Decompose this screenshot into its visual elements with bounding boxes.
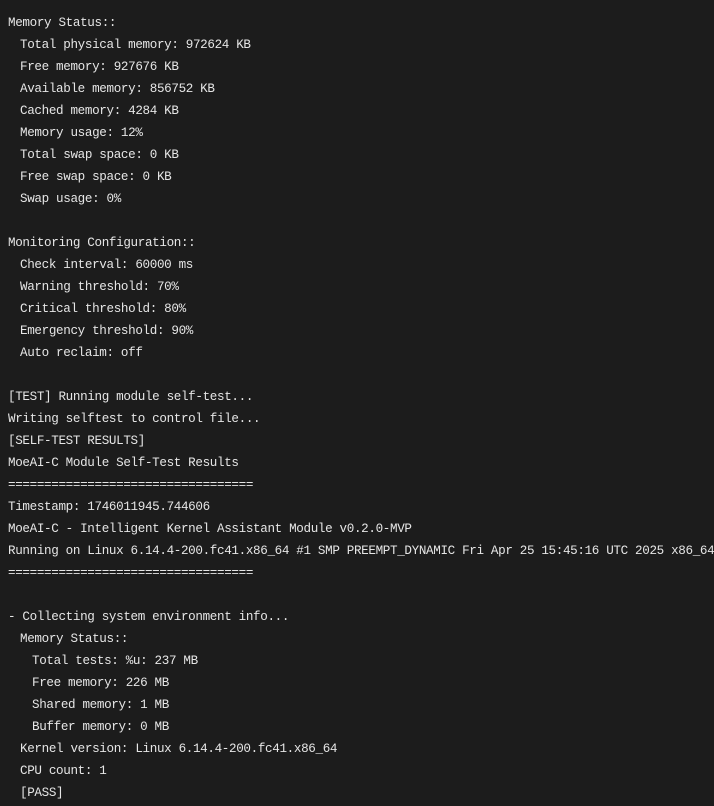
available-memory-line: Available memory: 856752 KB — [20, 82, 215, 96]
running-on-line: Running on Linux 6.14.4-200.fc41.x86_64 #1 SMP PREEMPT_DYNAMIC Fri Apr 25 15:45:16 UTC 2025 x86_64 — [8, 544, 714, 558]
check-interval-line: Check interval: 60000 ms — [20, 258, 193, 272]
selftest-results-title: MoeAI-C Module Self-Test Results — [8, 456, 239, 470]
shared-memory-line: Shared memory: 1 MB — [32, 698, 169, 712]
monitoring-config-header: Monitoring Configuration:: — [8, 236, 196, 250]
memory-usage-line: Memory usage: 12% — [20, 126, 143, 140]
free-memory-line: Free memory: 927676 KB — [20, 60, 179, 74]
separator-line: ================================== — [8, 478, 254, 492]
total-tests-line: Total tests: %u: 237 MB — [32, 654, 198, 668]
selftest-running-line: [TEST] Running module self-test... — [8, 390, 254, 404]
pass-status-line: [PASS] — [20, 786, 64, 800]
warning-threshold-line: Warning threshold: 70% — [20, 280, 179, 294]
blank-line — [8, 364, 635, 386]
total-physical-memory-line: Total physical memory: 972624 KB — [20, 38, 251, 52]
free-swap-line: Free swap space: 0 KB — [20, 170, 172, 184]
total-swap-line: Total swap space: 0 KB — [20, 148, 179, 162]
module-version-line: MoeAI-C - Intelligent Kernel Assistant Module v0.2.0-MVP — [8, 522, 412, 536]
selftest-results-header: [SELF-TEST RESULTS] — [8, 434, 145, 448]
selftest-writing-line: Writing selftest to control file... — [8, 412, 261, 426]
buffer-memory-line: Buffer memory: 0 MB — [32, 720, 169, 734]
critical-threshold-line: Critical threshold: 80% — [20, 302, 186, 316]
separator-line: ================================== — [8, 566, 254, 580]
cached-memory-line: Cached memory: 4284 KB — [20, 104, 179, 118]
timestamp-line: Timestamp: 1746011945.744606 — [8, 500, 210, 514]
collecting-env-line: - Collecting system environment info... — [8, 610, 290, 624]
kernel-version-line: Kernel version: Linux 6.14.4-200.fc41.x86_64 — [20, 742, 338, 756]
emergency-threshold-line: Emergency threshold: 90% — [20, 324, 193, 338]
env-memory-status-header: Memory Status:: — [20, 632, 129, 646]
cpu-count-line: CPU count: 1 — [20, 764, 107, 778]
swap-usage-line: Swap usage: 0% — [20, 192, 121, 206]
blank-line — [8, 210, 635, 232]
memory-status-header: Memory Status:: — [8, 16, 117, 30]
blank-line — [8, 584, 635, 606]
auto-reclaim-line: Auto reclaim: off — [20, 346, 143, 360]
env-free-memory-line: Free memory: 226 MB — [32, 676, 169, 690]
